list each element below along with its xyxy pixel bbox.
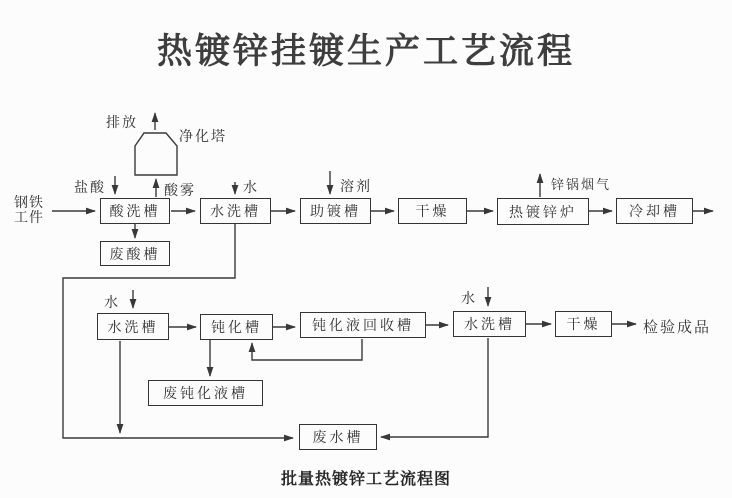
label-zinc-pot-flue-gas: 锌锅烟气 <box>551 178 612 193</box>
box-passivation-recovery-tank: 钝化液回收槽 <box>300 312 426 338</box>
box-water-wash-tank-1: 水洗槽 <box>200 198 271 224</box>
label-purification-tower: 净化塔 <box>179 129 227 145</box>
box-cooling-tank: 冷却槽 <box>616 198 693 224</box>
label-solvent: 溶剂 <box>340 179 372 195</box>
label-inspect-finished-product: 检验成品 <box>643 318 712 336</box>
box-water-wash-tank-2: 水洗槽 <box>97 313 169 340</box>
label-hydrochloric-acid: 盐酸 <box>74 180 106 196</box>
purification-tower-shape <box>135 133 177 175</box>
line-wash3-to-waste-water <box>381 338 488 437</box>
label-water-row1: 水 <box>243 180 259 196</box>
input-material-line2: 工件 <box>14 210 44 226</box>
box-drying-1: 干燥 <box>398 198 467 224</box>
box-passivation-tank: 钝化槽 <box>200 314 273 340</box>
label-emission: 排放 <box>106 115 138 131</box>
box-waste-water-tank: 废水槽 <box>299 424 377 450</box>
diagram-caption: 批量热镀锌工艺流程图 <box>280 469 451 488</box>
box-flux-tank: 助镀槽 <box>300 198 371 224</box>
box-pickling-tank: 酸洗槽 <box>100 198 170 224</box>
box-water-wash-tank-3: 水洗槽 <box>453 311 526 337</box>
label-water-row2-left: 水 <box>104 295 120 311</box>
label-acid-mist: 酸雾 <box>164 183 196 199</box>
page-title: 热镀锌挂镀生产工艺流程 <box>156 32 575 72</box>
box-drying-2: 干燥 <box>555 311 612 337</box>
input-material-line1: 钢铁 <box>14 195 44 211</box>
line-recovery-return-to-passivation <box>252 339 362 360</box>
box-galvanizing-furnace: 热镀锌炉 <box>497 198 589 225</box>
label-water-row2-right: 水 <box>461 291 477 307</box>
input-material-label <box>14 196 44 226</box>
box-waste-acid-tank: 废酸槽 <box>100 241 170 266</box>
box-waste-passivation-tank: 废钝化液槽 <box>148 380 263 406</box>
